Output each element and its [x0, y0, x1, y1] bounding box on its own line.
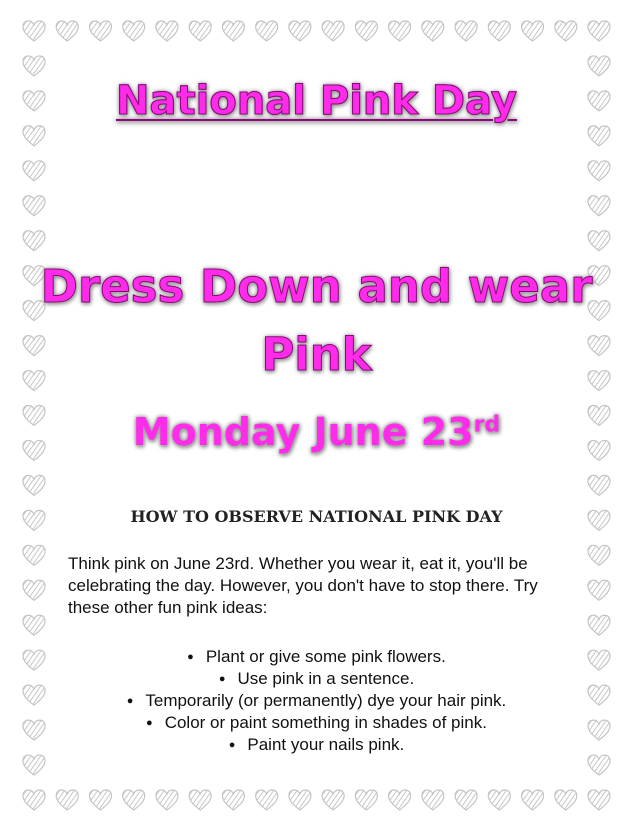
list-item — [0, 690, 633, 712]
ideas-list — [0, 646, 633, 756]
list-item-text: Paint your nails pink. — [247, 735, 405, 754]
event-date-text: Monday June 23 — [132, 410, 474, 454]
intro-paragraph: Think pink on June 23rd. Whether you wear it, eat it, you'll be celebrating the day. However, you don't have to stop there. Try these other fun pink ideas: — [68, 554, 538, 617]
section-heading: HOW TO OBSERVE NATIONAL PINK DAY — [130, 507, 503, 526]
page-title: National Pink Day — [116, 78, 517, 124]
list-item — [0, 712, 633, 734]
dress-down-headline: Dress Down and wear Pink — [40, 260, 593, 381]
list-item-text: Use pink in a sentence. — [237, 669, 415, 688]
date-ordinal-suffix: rd — [473, 412, 501, 438]
bullet-icon: ● — [126, 695, 134, 707]
list-item — [0, 734, 633, 756]
bullet-icon: ● — [218, 673, 226, 685]
list-item-text: Temporarily (or permanently) dye your hair pink. — [145, 691, 507, 710]
list-item — [0, 646, 633, 668]
bullet-icon: ● — [228, 739, 236, 751]
list-item-text: Color or paint something in shades of pink. — [164, 713, 487, 732]
bullet-icon: ● — [146, 717, 153, 729]
bullet-icon: ● — [187, 651, 194, 663]
list-item-text: Plant or give some pink flowers. — [205, 647, 446, 666]
list-item — [0, 668, 633, 690]
event-date — [0, 410, 633, 454]
